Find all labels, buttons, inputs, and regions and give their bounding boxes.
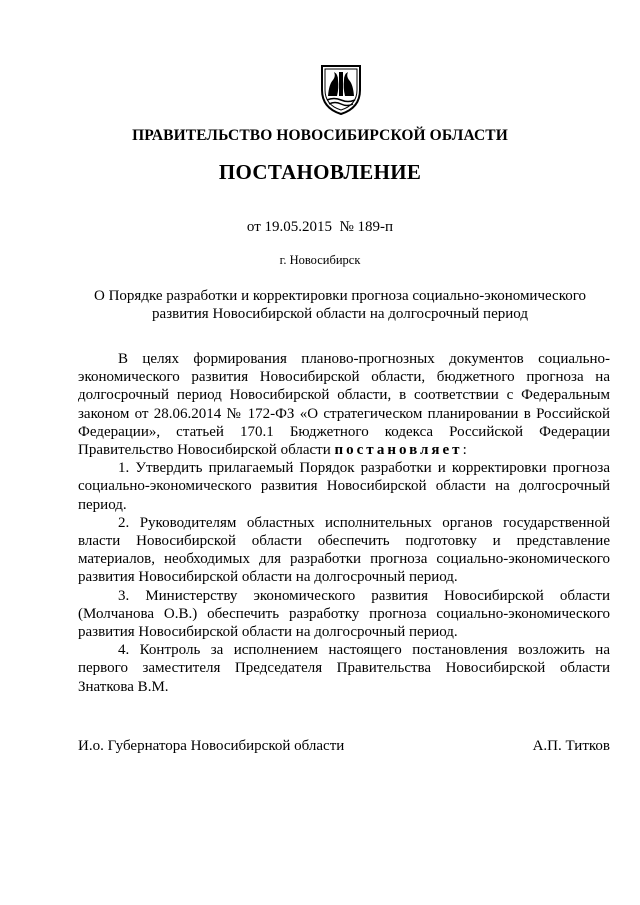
- resolves-suffix: :: [462, 442, 467, 459]
- document-body: [78, 350, 610, 696]
- document-subject: О Порядке разработки и корректировки прогноза социально-экономического развития Новосибирской области на долгосрочный период: [94, 288, 586, 322]
- item-paragraph-2: 2. Руководителям областных исполнительных органов государственной власти Новосибирской области обеспечить подготовку и представление материалов, необходимых для разработки прогноза социально-экономического развития Новосибирской области на долгосрочный период.: [78, 514, 610, 586]
- preamble-paragraph: [78, 350, 610, 459]
- novosibirsk-coat-of-arms-icon: [318, 60, 364, 116]
- document-type-title: ПОСТАНОВЛЕНИЕ: [218, 160, 422, 184]
- signatory-name: А.П. Титков: [532, 738, 610, 754]
- organization-title: ПРАВИТЕЛЬСТВО НОВОСИБИРСКОЙ ОБЛАСТИ: [132, 127, 508, 144]
- item-paragraph-1: 1. Утвердить прилагаемый Порядок разработки и корректировки прогноза социально-экономического развития Новосибирской области на долгосрочный период.: [78, 460, 610, 513]
- item-paragraph-3: 3. Министерству экономического развития Новосибирской области (Молчанова О.В.) обеспечить разработку прогноза социально-экономического развития Новосибирской области на долгосрочный период.: [78, 587, 610, 641]
- resolves-word: постановляет: [334, 442, 463, 459]
- city-line: г. Новосибирск: [279, 253, 361, 267]
- preamble-text: В целях формирования планово-прогнозных документов социально-экономического развития Новосибирской области, бюджетного прогноза на долгосрочный период Новосибирской области, в соответствии с Федеральным законом от 28.06.2014 № 172-ФЗ «О стратегическом планировании в Российской Федерации», статьей 170.1 Бюджетного кодекса Российской Федерации Правительство Новосибирской области: [78, 351, 610, 459]
- item-paragraph-4: 4. Контроль за исполнением настоящего постановления возложить на первого заместителя Председателя Правительства Новосибирской области Знаткова В.М.: [78, 642, 610, 695]
- date-and-number: от 19.05.2015 № 189-п: [246, 219, 394, 235]
- signatory-title: И.о. Губернатора Новосибирской области: [78, 738, 345, 754]
